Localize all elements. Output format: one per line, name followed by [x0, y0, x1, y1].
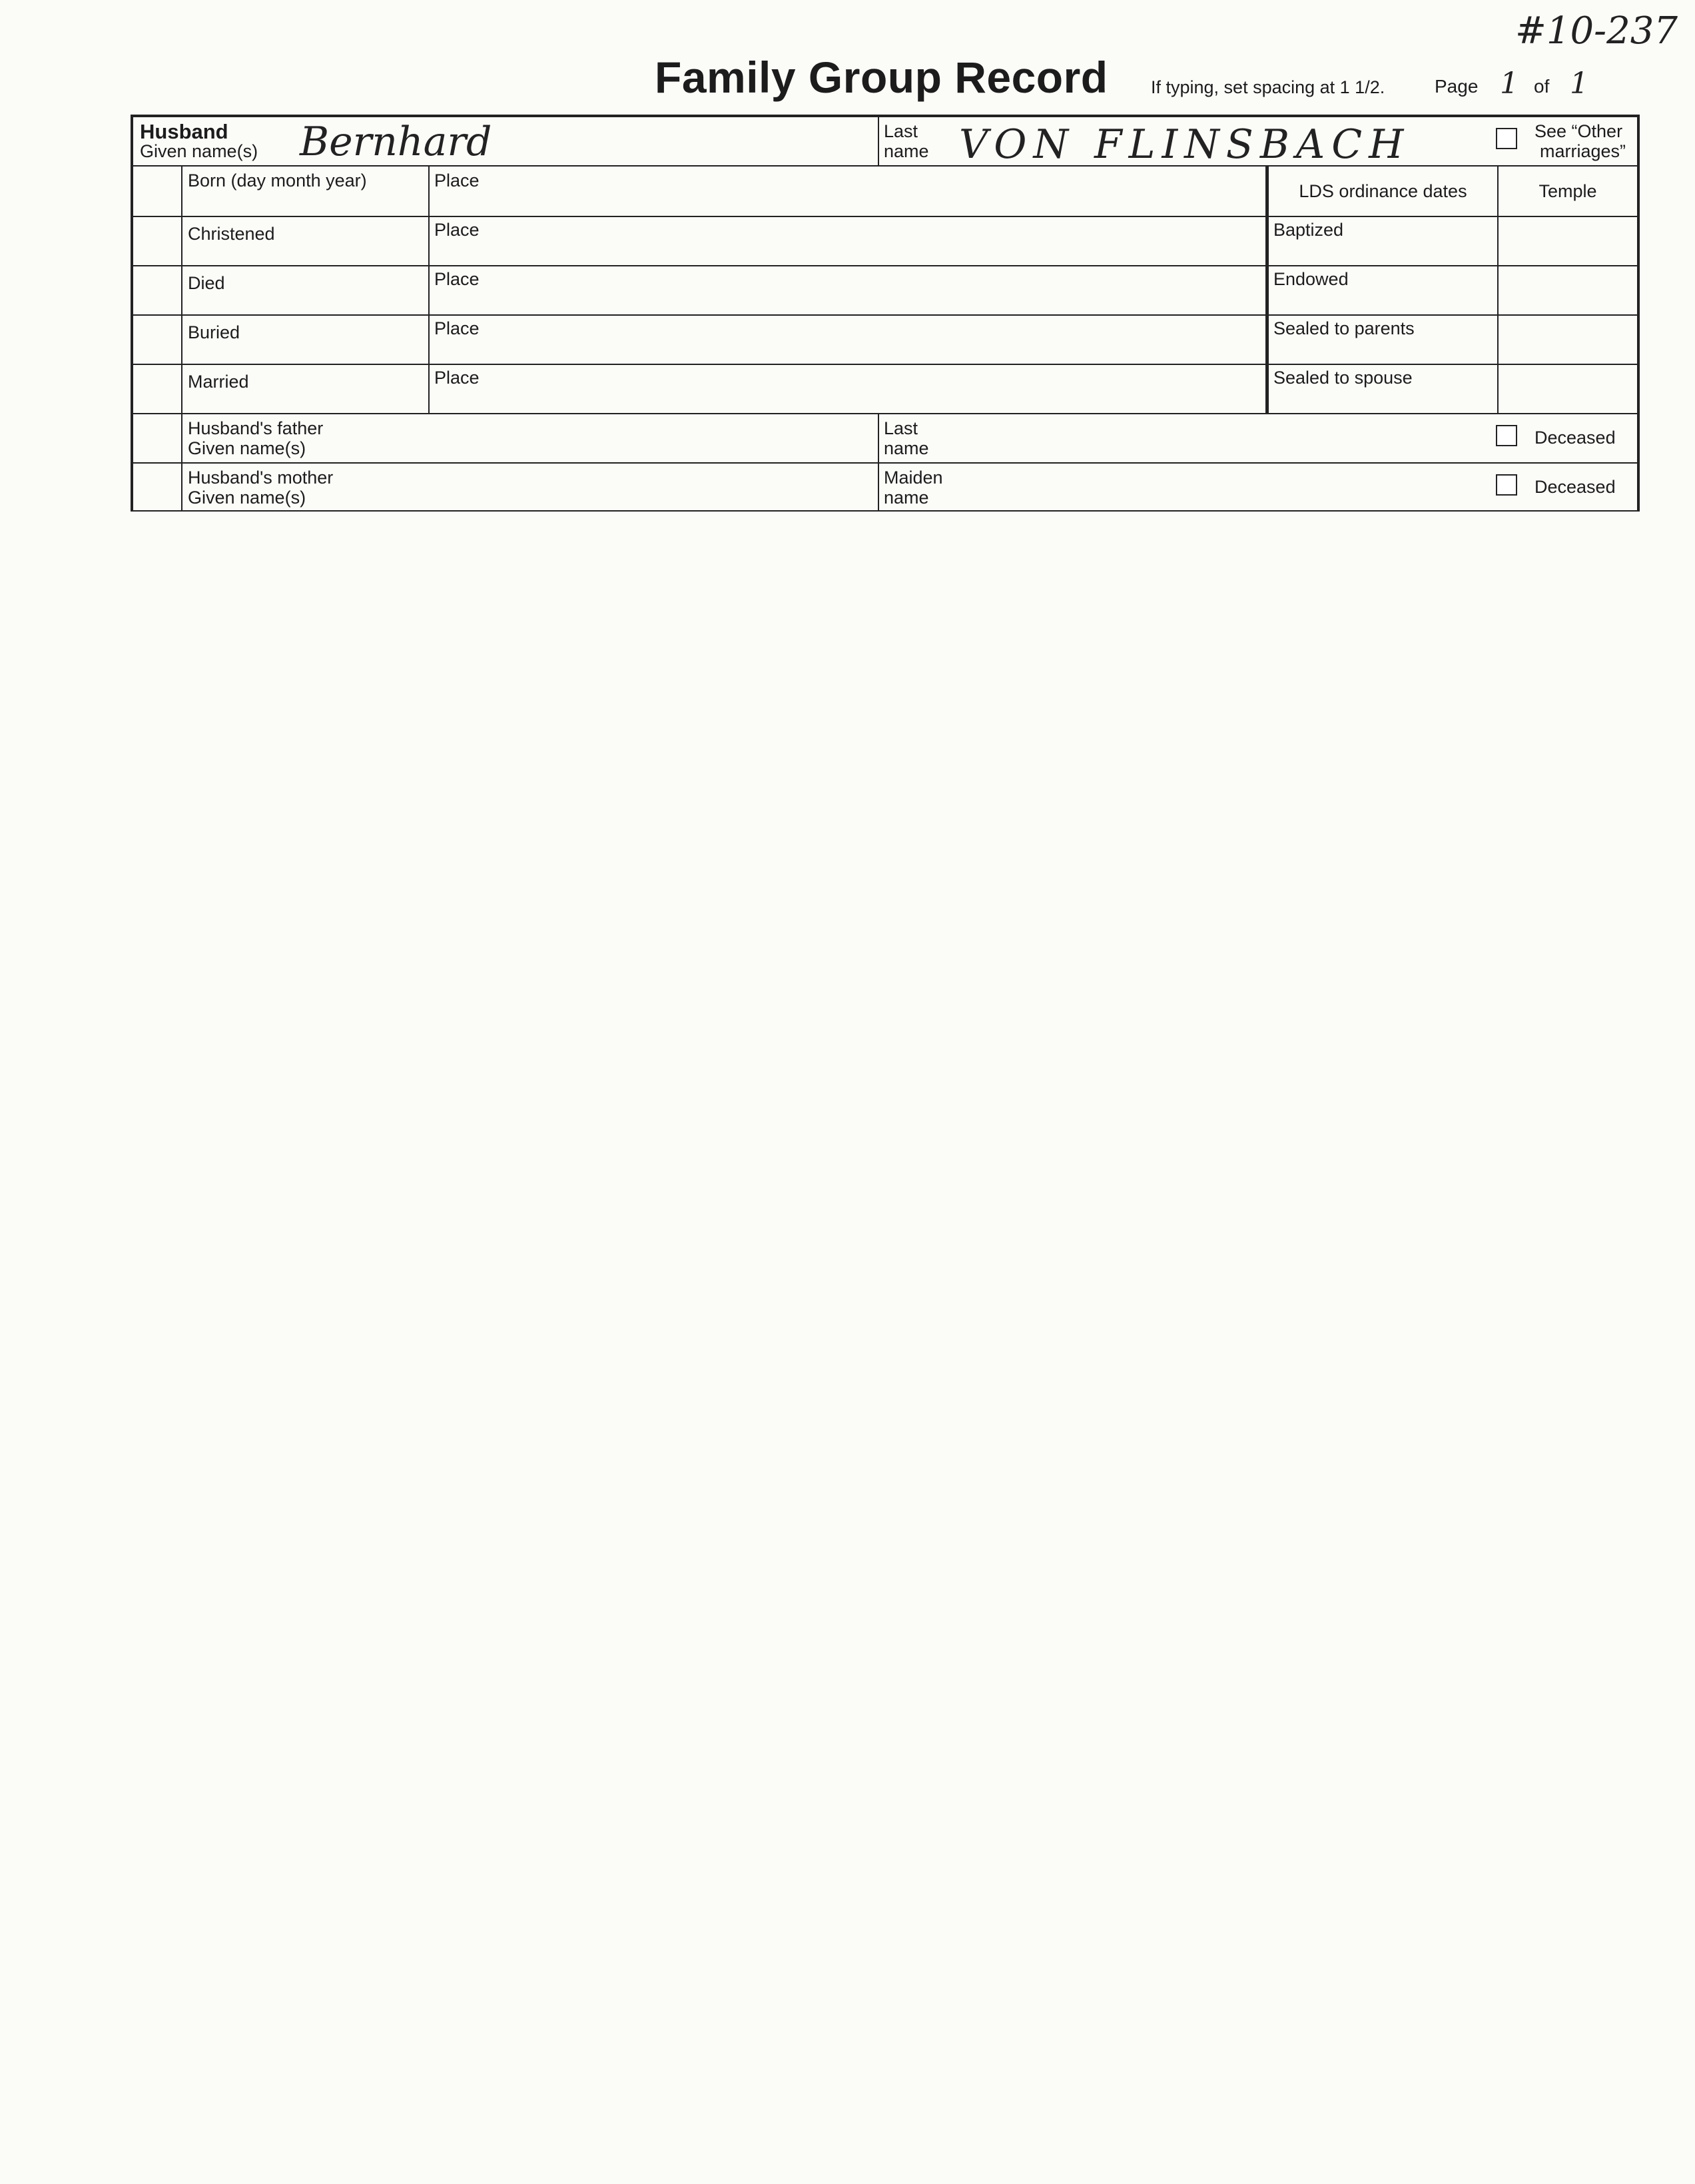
- baptized-label: Baptized: [1273, 220, 1344, 240]
- husband-last-field[interactable]: VON FLINSBACH: [959, 121, 1411, 168]
- page-number-field[interactable]: 1: [1500, 67, 1519, 101]
- father-label: Husband's father: [188, 418, 324, 438]
- other-marriages-label: See “Other: [1534, 121, 1623, 141]
- husband-heading: Husband: [140, 120, 228, 143]
- form-title: Family Group Record: [655, 53, 1108, 102]
- endowed-label: Endowed: [1273, 269, 1349, 289]
- typing-note: If typing, set spacing at 1 1/2.: [1151, 77, 1385, 97]
- married-place-label: Place: [434, 368, 480, 388]
- died-label: Died: [188, 273, 225, 293]
- husband-last-label-2: name: [884, 141, 929, 161]
- christened-place-label: Place: [434, 220, 480, 240]
- husband-given-label: Given name(s): [140, 141, 258, 161]
- page-total-field[interactable]: 1: [1570, 67, 1588, 101]
- born-place-label: Place: [434, 171, 480, 190]
- husband-other-marriages-checkbox[interactable]: [1496, 128, 1517, 149]
- buried-label: Buried: [188, 322, 240, 342]
- page-label: Page: [1435, 76, 1479, 97]
- mother-maiden-label: Maiden: [884, 468, 943, 488]
- of-label: of: [1534, 76, 1550, 97]
- born-label: Born (day month year): [188, 171, 367, 190]
- christened-label: Christened: [188, 224, 275, 244]
- mother-deceased-checkbox[interactable]: [1496, 474, 1517, 496]
- record-number-annotation: #10-237: [1515, 9, 1678, 53]
- other-marriages-label-2: marriages”: [1540, 141, 1626, 161]
- father-given-label: Given name(s): [188, 438, 306, 458]
- mother-label: Husband's mother: [188, 468, 334, 488]
- sealed-to-parents-label: Sealed to parents: [1273, 318, 1415, 338]
- ordinance-dates-header: LDS ordinance dates: [1299, 181, 1467, 201]
- father-deceased-checkbox[interactable]: [1496, 425, 1517, 446]
- mother-maiden-label-2: name: [884, 488, 929, 508]
- husband-given-field[interactable]: Bernhard: [300, 119, 492, 165]
- married-label: Married: [188, 372, 249, 392]
- temple-header: Temple: [1538, 181, 1597, 201]
- mother-given-label: Given name(s): [188, 488, 306, 508]
- sealed-to-spouse-label: Sealed to spouse: [1273, 368, 1413, 388]
- father-last-label-2: name: [884, 438, 929, 458]
- husband-section: [131, 115, 1640, 512]
- mother-deceased-label: Deceased: [1534, 477, 1616, 497]
- father-last-label: Last: [884, 418, 918, 438]
- husband-last-label: Last: [884, 121, 918, 141]
- buried-place-label: Place: [434, 318, 480, 338]
- father-deceased-label: Deceased: [1534, 428, 1616, 448]
- died-place-label: Place: [434, 269, 480, 289]
